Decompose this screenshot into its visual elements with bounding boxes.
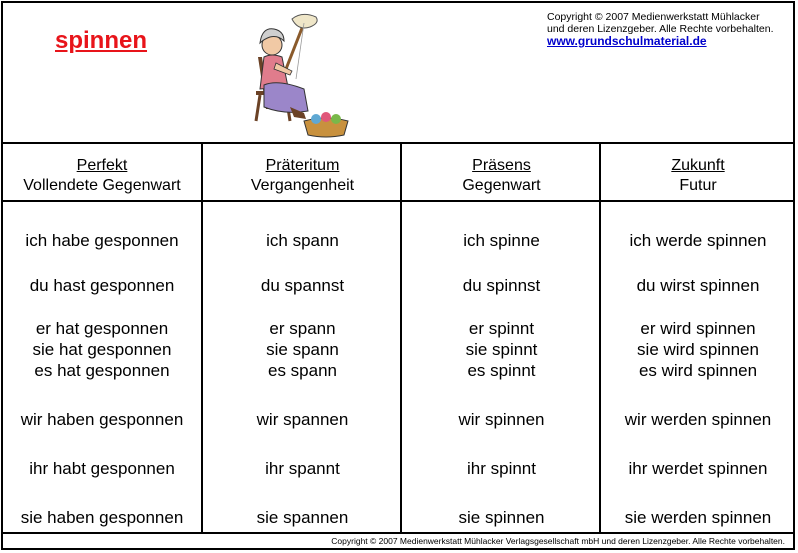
column-perfekt (3, 144, 201, 532)
tense-german-name: Gegenwart (462, 177, 541, 194)
column-header (3, 144, 201, 202)
column-header (402, 144, 601, 202)
form-du: du wirst spinnen (636, 276, 760, 295)
form-du: du spannst (260, 276, 345, 295)
tense-name: Perfekt (76, 157, 128, 174)
form-ich: ich habe gesponnen (25, 231, 179, 250)
form-sie-singular: sie spinnt (465, 340, 538, 359)
form-er: er wird spinnen (640, 319, 756, 338)
form-es: es spann (268, 361, 337, 380)
worksheet-header (3, 3, 793, 144)
copyright-notice-top (547, 11, 774, 47)
form-sie-plural: sie haben gesponnen (20, 508, 184, 527)
conjugation-table (3, 144, 793, 532)
form-sie-singular: sie wird spinnen (637, 340, 759, 359)
column-praesens (400, 144, 601, 532)
form-wir: wir haben gesponnen (20, 410, 184, 429)
form-ihr: ihr spinnt (467, 459, 536, 478)
copyright-line-2: und deren Lizenzgeber. Alle Rechte vorbehalten. (547, 23, 774, 35)
tense-name: Präsens (472, 157, 531, 174)
column-praeteritum (201, 144, 402, 532)
form-sie-plural: sie spinnen (458, 508, 545, 527)
form-es: es hat gesponnen (34, 361, 170, 380)
column-header (601, 144, 795, 202)
tense-german-name: Futur (679, 177, 717, 194)
tense-name: Präteritum (265, 157, 340, 174)
form-wir: wir spinnen (458, 410, 545, 429)
form-es: es wird spinnen (638, 361, 758, 380)
form-ihr: ihr werdet spinnen (628, 459, 768, 478)
form-ich: ich werde spinnen (629, 231, 767, 250)
tense-german-name: Vollendete Gegenwart (23, 177, 181, 194)
worksheet (1, 1, 795, 550)
form-ich: ich spann (266, 231, 339, 250)
tense-name: Zukunft (671, 157, 725, 174)
form-du: du hast gesponnen (29, 276, 175, 295)
form-sie-plural: sie spannen (256, 508, 349, 527)
spinning-woman-illustration (246, 9, 358, 141)
form-er: er spann (269, 319, 336, 338)
column-zukunft (599, 144, 795, 532)
form-wir: wir spannen (256, 410, 349, 429)
form-sie-plural: sie werden spinnen (624, 508, 772, 527)
tense-german-name: Vergangenheit (250, 177, 355, 194)
form-ihr: ihr habt gesponnen (29, 459, 175, 478)
form-es: es spinnt (467, 361, 536, 380)
form-ihr: ihr spannt (265, 459, 340, 478)
form-wir: wir werden spinnen (624, 410, 772, 429)
form-du: du spinnst (462, 276, 541, 295)
form-er: er spinnt (468, 319, 535, 338)
copyright-footer: Copyright © 2007 Medienwerkstatt Mühlacker Verlagsgesellschaft mbH und deren Lizenzgeber. Alle Rechte vorbehalten. (3, 532, 793, 548)
form-er: er hat gesponnen (35, 319, 169, 338)
form-sie-singular: sie hat gesponnen (32, 340, 172, 359)
verb-title: spinnen (55, 27, 148, 54)
copyright-line-1: Copyright © 2007 Medienwerkstatt Mühlacker (547, 11, 760, 23)
website-link[interactable]: www.grundschulmaterial.de (547, 34, 707, 48)
column-header (203, 144, 402, 202)
form-sie-singular: sie spann (266, 340, 339, 359)
form-ich: ich spinne (463, 231, 540, 250)
